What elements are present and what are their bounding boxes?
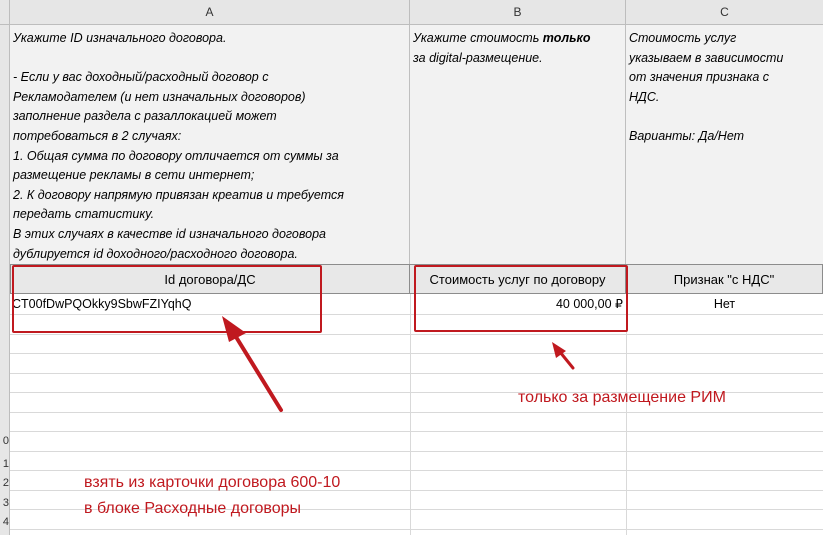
instruction-line: Рекламодателем (и нет изначальных договоров) <box>13 89 306 104</box>
instruction-line: потребоваться в 2 случаях: <box>13 128 182 143</box>
row-number[interactable]: 3 <box>2 497 9 509</box>
header-contract-id[interactable]: Id договора/ДС <box>10 264 410 294</box>
instruction-line: Варианты: Да/Нет <box>629 128 745 143</box>
note-id-line2: в блоке Расходные договоры <box>84 500 301 517</box>
instruction-line: Укажите ID изначального договора. <box>13 31 227 45</box>
instruction-line: за digital-размещение. <box>413 50 543 65</box>
instruction-line: от значения признака с <box>629 70 770 85</box>
instruction-line: указываем в зависимости <box>629 50 784 65</box>
arrow-to-service-cost <box>552 342 573 368</box>
cell-service-cost[interactable]: 40 000,00 ₽ <box>555 297 623 311</box>
note-id-line1: взять из карточки договора 600-10 <box>84 474 341 491</box>
instruction-line: дублируется id доходного/расходного договора. <box>13 246 298 261</box>
instruction-line: 1. Общая сумма по договору отличается от суммы за <box>13 148 339 163</box>
instruction-line: передать статистику. <box>13 207 155 222</box>
header-service-cost[interactable]: Стоимость услуг по договору <box>410 264 626 294</box>
row-number[interactable]: 0 <box>2 435 9 447</box>
cell-vat-flag[interactable]: Нет <box>713 297 736 311</box>
instruction-line: размещение рекламы в сети интернет; <box>13 168 255 183</box>
instruction-line: В этих случаях в качестве id изначального договора <box>13 226 326 241</box>
column-header-a[interactable]: A <box>10 0 410 24</box>
instruction-line: НДС. <box>629 89 660 104</box>
arrow-to-contract-id <box>222 316 281 410</box>
instruction-line: Стоимость услуг <box>629 31 737 45</box>
header-vat-flag[interactable]: Признак "с НДС" <box>626 264 823 294</box>
row-number[interactable]: 2 <box>2 477 9 489</box>
column-header-b[interactable]: B <box>410 0 626 24</box>
instruction-emphasis: только <box>542 31 591 45</box>
instruction-text: Укажите стоимость <box>413 31 543 45</box>
instruction-line: 2. К договору напрямую привязан креатив и требуется <box>13 187 344 202</box>
row-number[interactable]: 1 <box>2 458 9 470</box>
cell-contract-id[interactable]: CT00fDwPQOkky9SbwFZIYqhQ <box>12 297 192 311</box>
instruction-line: - Если у вас доходный/расходный договор с <box>13 70 269 85</box>
row-number[interactable]: 4 <box>2 516 9 528</box>
instruction-line: заполнение раздела с разаллокацией может <box>13 109 277 124</box>
note-cost: только за размещение РИМ <box>518 389 726 406</box>
column-header-c[interactable]: C <box>720 5 729 19</box>
